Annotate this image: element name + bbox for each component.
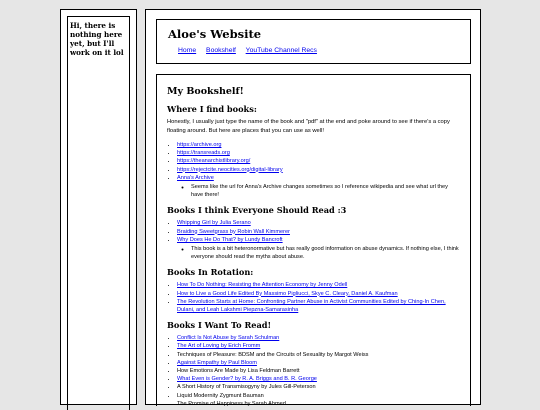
list-item [177, 290, 461, 298]
source-link[interactable]: https://rejectcite.neocities.org/digital-library [177, 166, 283, 173]
note-item: ◦ Seems like the url for Anna's Archive changes sometimes so I reference wikipedia and see what url they have there! [191, 183, 461, 199]
book-link[interactable]: Whipping Girl by Julia Serano [177, 220, 251, 227]
source-list [167, 141, 461, 199]
book-link[interactable]: Why Does He Do That? by Lundy Bancroft [177, 236, 283, 243]
list-item [177, 342, 461, 350]
list-item: • A Short History of Transmisogyny by Jules Gill-Peterson [177, 383, 461, 391]
list-item [177, 359, 461, 367]
source-link[interactable]: Anna's Archive [177, 174, 214, 181]
main-panel [145, 9, 481, 405]
where-section [167, 104, 461, 199]
should-read-section [167, 205, 461, 261]
list-item [177, 298, 461, 314]
list-item [177, 149, 461, 157]
book-list [167, 334, 461, 406]
sidebar-message: Hi, there is nothing here yet, but I'll work on it lol [70, 21, 124, 57]
list-item [177, 219, 461, 227]
site-header [156, 19, 471, 64]
book-list [167, 281, 461, 314]
page-title: My Bookshelf! [167, 86, 244, 97]
book-link[interactable]: Conflict Is Not Abuse by Sarah Schulman [177, 335, 280, 342]
note-item: ◦ This book is a bit heteronormative but has really good information on abuse dynamics. If nothing else, I think everyone should read the myths about abuse. [191, 245, 461, 261]
list-item [177, 334, 461, 342]
book-link[interactable]: Braiding Sweetgrass by Robin Wall Kimmerer [177, 228, 290, 235]
section-heading: Books In Rotation: [167, 267, 254, 278]
intro-text: Honestly, I usually just type the name of the book and "pdf" at the end and poke around to see if there's a copy floating around. But here are places that you can use as well! [167, 119, 450, 134]
nav-bar [178, 47, 325, 54]
list-item [177, 236, 461, 262]
site-title: Aloe's Website [168, 27, 262, 41]
section-heading: Books I think Everyone Should Read :3 [167, 205, 347, 216]
section-heading: Where I find books: [167, 104, 257, 114]
book-link[interactable]: The Revolution Starts at Home: Confronting Partner Abuse in Activist Communities Edited by Ching-In Chen, Dulani, and Leah Lakshmi Piepzna-Samarasinha [177, 298, 446, 314]
source-link[interactable]: https://archive.org [177, 142, 222, 148]
rotation-section [167, 267, 461, 314]
section-heading: Books I Want To Read! [167, 320, 272, 331]
list-item [177, 141, 461, 149]
book-link[interactable]: Against Empathy by Paul Bloom [177, 359, 257, 366]
book-list [167, 219, 461, 261]
list-item: • Liquid Modernity Zygmunt Bauman [177, 392, 461, 400]
list-item: • Techniques of Pleasure: BDSM and the Circuits of Sexuality by Margot Weiss [177, 351, 461, 359]
sidebar-panel [67, 16, 130, 410]
nav-youtube-recs-link[interactable]: YouTube Channel Recs [245, 47, 317, 54]
nav-home-link[interactable]: Home [178, 47, 197, 54]
sidebar [60, 9, 137, 405]
content-area [156, 74, 471, 406]
list-item [177, 228, 461, 236]
nav-bookshelf-link[interactable]: Bookshelf [206, 47, 236, 54]
want-section [167, 320, 461, 406]
source-link[interactable]: https://transreads.org [177, 150, 230, 157]
book-link[interactable]: How To Do Nothing: Resisting the Attention Economy by Jenny Odell [177, 282, 348, 289]
list-item [177, 281, 461, 289]
list-item: • How Emotions Are Made by Lisa Feldman Barrett [177, 367, 461, 375]
source-link[interactable]: https://theanarchistlibrary.org/ [177, 158, 251, 165]
sub-list [177, 245, 461, 261]
book-link[interactable]: The Art of Loving by Erich Fromm [177, 343, 261, 350]
list-item: • The Promise of Happiness by Sarah Ahmed [177, 400, 461, 406]
book-link[interactable]: How to Live a Good Life Edited By Massimo Pigliucci, Skye C. Cleary, Daniel A. Kaufman [177, 290, 398, 297]
list-item [177, 375, 461, 383]
list-item [177, 166, 461, 174]
list-item [177, 157, 461, 165]
book-link[interactable]: What Even is Gender? by R. A. Briggs and B. R. George [177, 376, 317, 383]
list-item [177, 174, 461, 200]
sub-list [177, 183, 461, 199]
